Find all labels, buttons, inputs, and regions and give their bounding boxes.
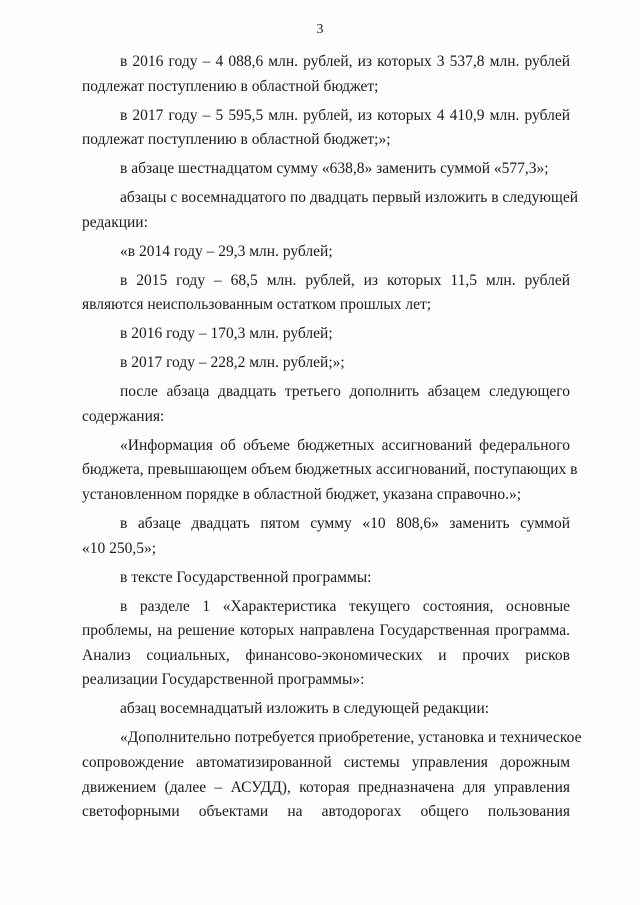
- body-text: [82, 50, 582, 825]
- text-line: после абзаца двадцать третьего дополнить абзацем следующего: [120, 383, 570, 401]
- text-line: в 2017 году – 5 595,5 млн. рублей, из которых 4 410,9 млн. рублей: [120, 106, 570, 124]
- text-line: установленном порядке в областной бюджет, указана справочно.»;: [82, 486, 522, 504]
- text-line: Анализ социальных, финансово-экономических и прочих рисков: [82, 646, 570, 664]
- text-line: подлежат поступлению в областной бюджет;: [82, 77, 379, 95]
- text-line: редакции:: [82, 213, 148, 231]
- text-line: сопровождение автоматизированной системы управления дорожным: [82, 753, 570, 771]
- text-line: в 2015 году – 68,5 млн. рублей, из которых 11,5 млн. рублей: [120, 271, 570, 289]
- text-line: «10 250,5»;: [82, 539, 157, 557]
- text-line: в 2016 году – 170,3 млн. рублей;: [120, 325, 333, 343]
- text-line: в 2017 году – 228,2 млн. рублей;»;: [120, 354, 345, 372]
- text-line: светофорными объектами на автодорогах общего пользования: [82, 803, 570, 821]
- text-line: в разделе 1 «Характеристика текущего состояния, основные: [120, 597, 570, 615]
- text-line: реализации Государственной программы»:: [82, 671, 365, 689]
- text-line: абзацы с восемнадцатого по двадцать первый изложить в следующей: [120, 189, 579, 207]
- text-line: подлежат поступлению в областной бюджет;»;: [82, 131, 391, 149]
- text-line: являются неиспользованным остатком прошлых лет;: [82, 296, 432, 314]
- text-line: содержания:: [82, 407, 165, 425]
- text-line: движением (далее – АСУДД), которая предназначена для управления: [82, 778, 570, 796]
- text-line: «Информация об объеме бюджетных ассигнований федерального: [120, 436, 570, 454]
- text-line: в абзаце шестнадцатом сумму «638,8» заменить суммой «577,3»;: [120, 160, 549, 178]
- text-line: в тексте Государственной программы:: [120, 568, 372, 586]
- text-line: «Дополнительно потребуется приобретение, установка и техническое: [120, 729, 582, 747]
- page-number: 3: [316, 22, 324, 37]
- text-line: абзац восемнадцатый изложить в следующей редакции:: [120, 700, 490, 718]
- text-line: в абзаце двадцать пятом сумму «10 808,6» заменить суммой: [120, 515, 570, 532]
- text-line: проблемы, на решение которых направлена Государственная программа.: [82, 622, 570, 640]
- text-line: бюджета, превышающем объем бюджетных ассигнований, поступающих в: [82, 461, 578, 479]
- text-line: в 2016 году – 4 088,6 млн. рублей, из которых 3 537,8 млн. рублей: [120, 53, 570, 70]
- text-line: «в 2014 году – 29,3 млн. рублей;: [120, 242, 333, 260]
